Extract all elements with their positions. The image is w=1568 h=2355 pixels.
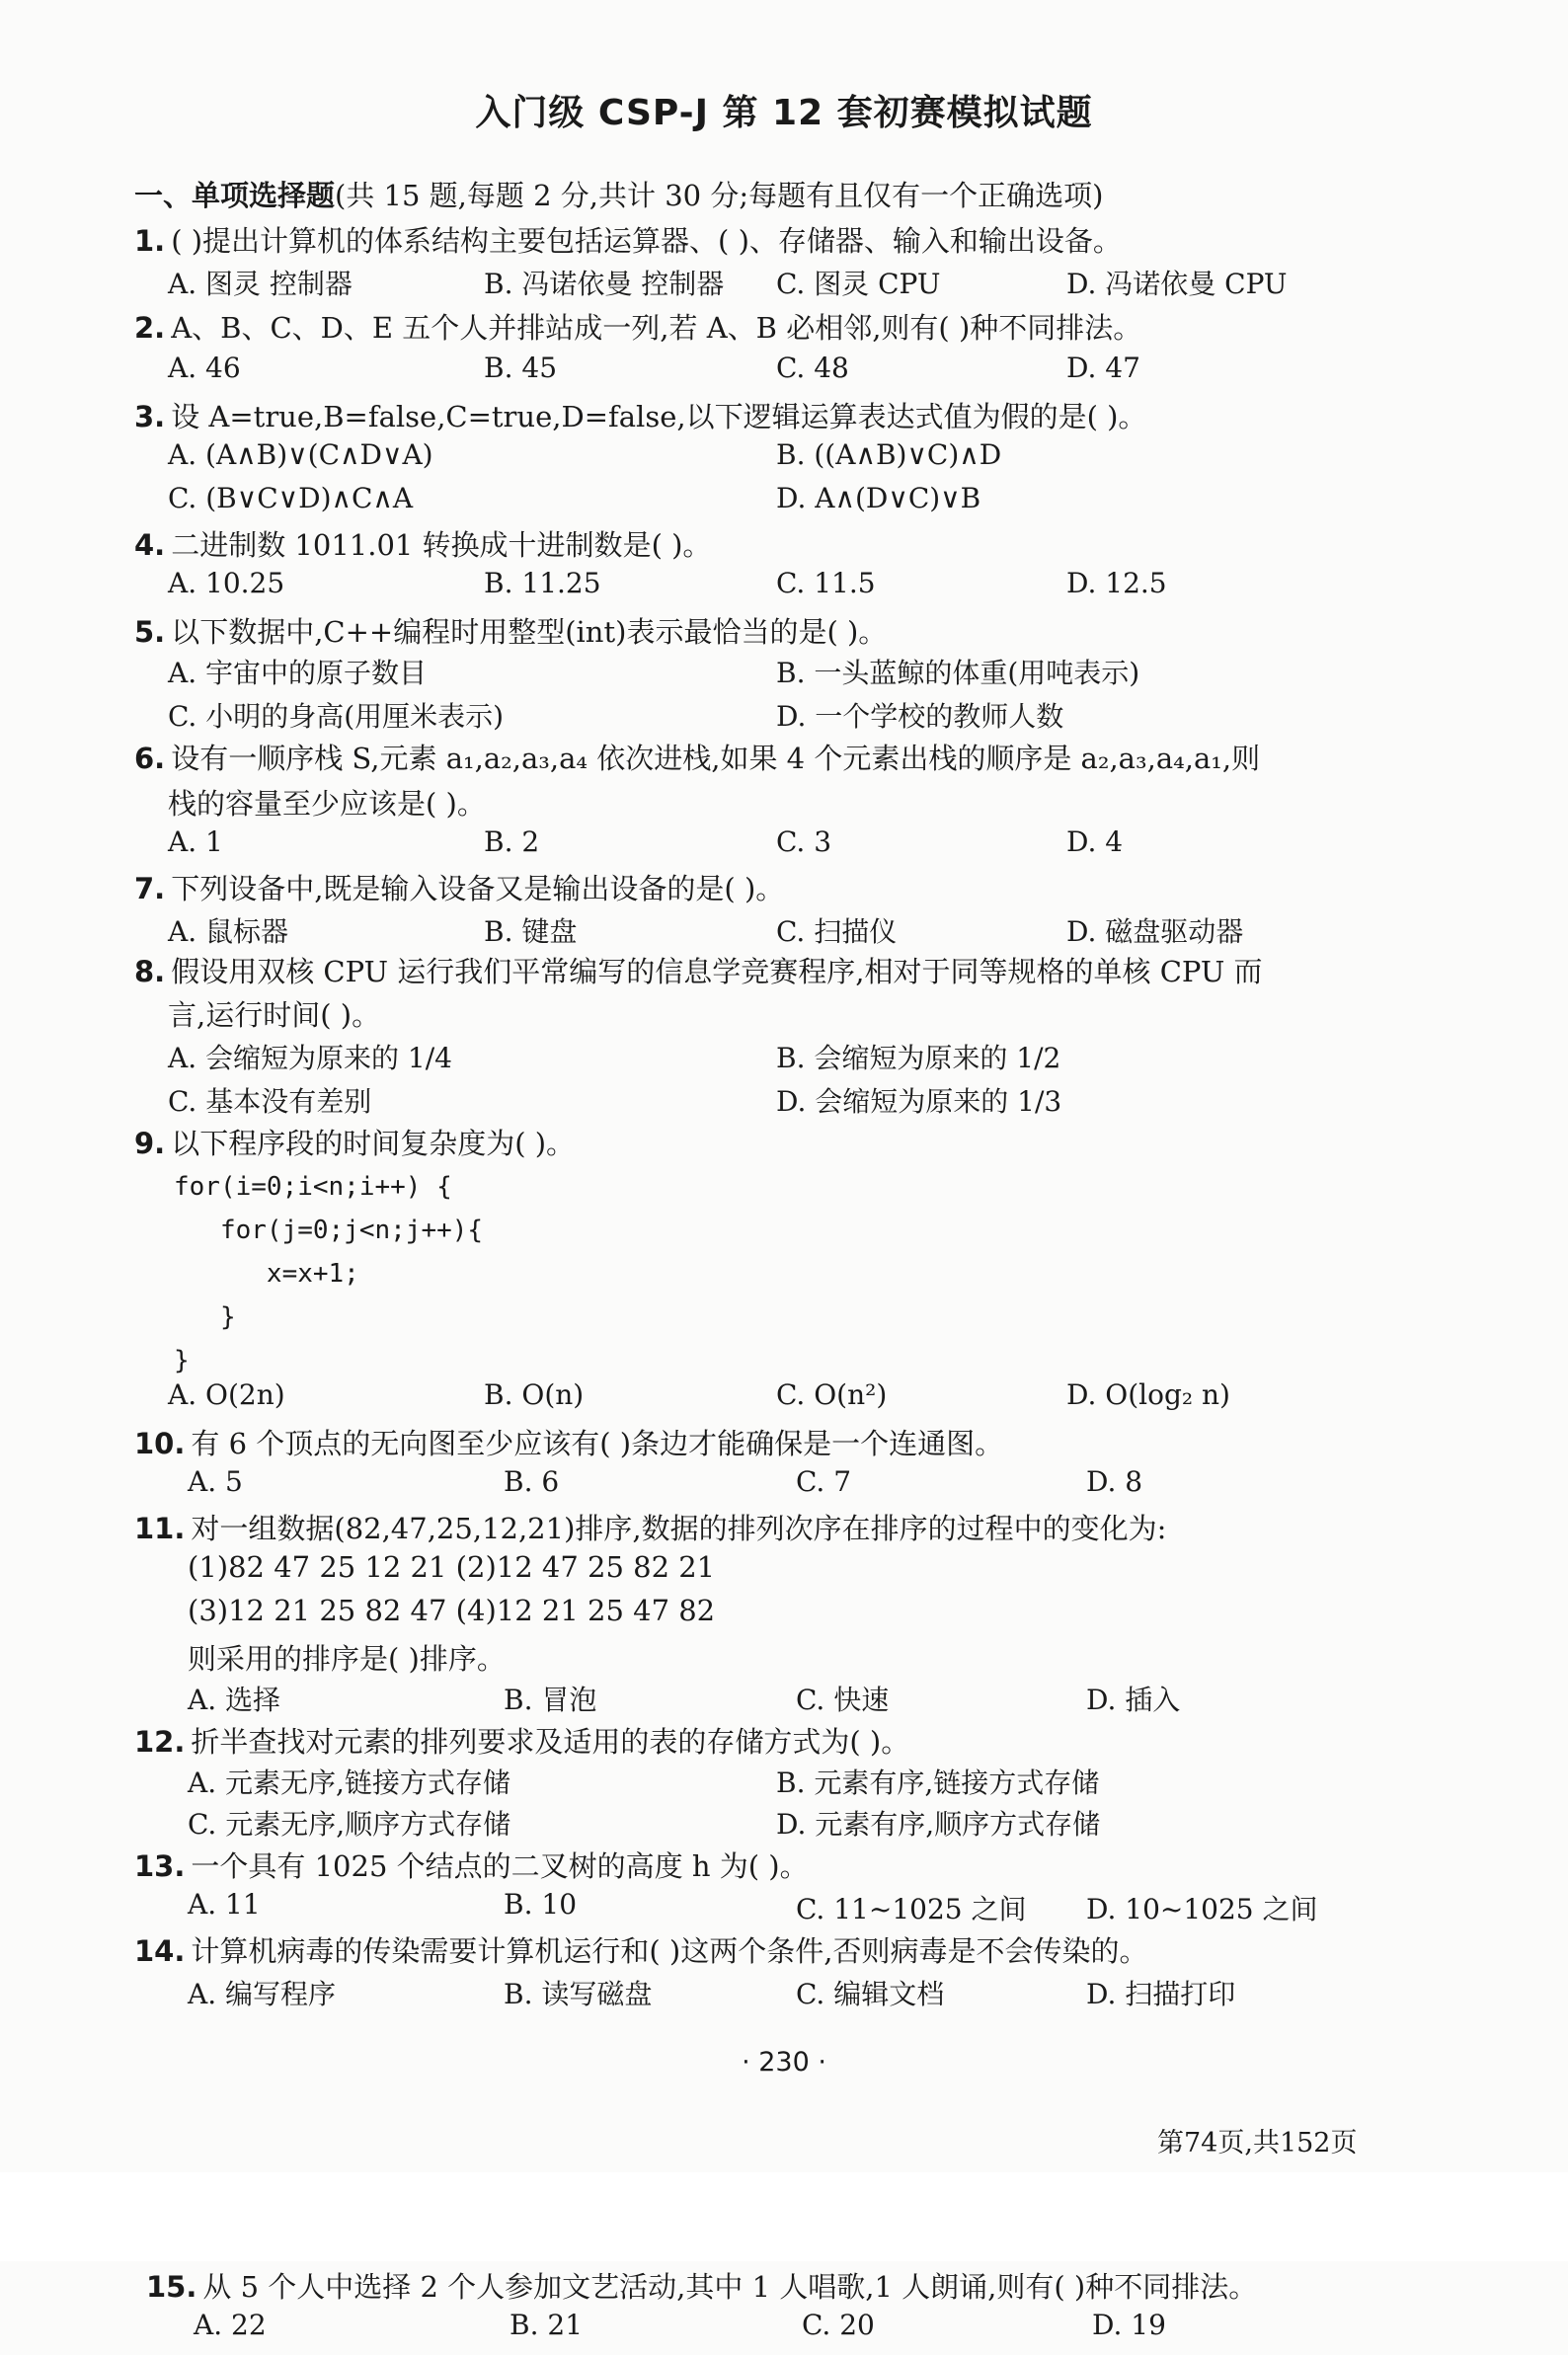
option-c: C. 基本没有差别 — [168, 1085, 372, 1118]
page-info: 第74页,共152页 — [1157, 2128, 1358, 2159]
code-snippet — [174, 1165, 483, 1382]
option-d: D. 冯诺依曼 CPU — [1066, 268, 1288, 300]
sort-step-row2: (3)12 21 25 82 47 (4)12 21 25 47 82 — [188, 1594, 716, 1627]
option-d: D. 元素有序,顺序方式存储 — [776, 1808, 1101, 1841]
option-a: A. O(2n) — [168, 1378, 285, 1411]
option-d: D. 磁盘驱动器 — [1066, 915, 1244, 948]
option-a: A. 会缩短为原来的 1/4 — [168, 1042, 452, 1074]
option-c: C. 3 — [776, 825, 832, 858]
section-note: (共 15 题,每题 2 分,共计 30 分;每题有且仅有一个正确选项) — [335, 179, 1104, 212]
code-line: } — [174, 1302, 236, 1332]
option-c: C. 快速 — [796, 1684, 890, 1716]
question-8: 8. 假设用双核 CPU 运行我们平常编写的信息学竞赛程序,相对于同等规格的单核 CPU 而 — [134, 955, 1263, 988]
option-b: B. O(n) — [484, 1378, 585, 1411]
option-d: D. 一个学校的教师人数 — [776, 700, 1064, 733]
option-a: A. 图灵 控制器 — [168, 268, 353, 300]
option-c: C. 扫描仪 — [776, 915, 898, 948]
option-a: A. 编写程序 — [188, 1978, 337, 2010]
question-6: 6. 设有一顺序栈 S,元素 a₁,a₂,a₃,a₄ 依次进栈,如果 4 个元素出栈的顺序是 a₂,a₃,a₄,a₁,则 — [134, 742, 1261, 775]
option-c: C. 图灵 CPU — [776, 268, 941, 300]
sort-step-row1: (1)82 47 25 12 21 (2)12 47 25 82 21 — [188, 1550, 716, 1584]
option-d: D. 插入 — [1086, 1684, 1181, 1716]
option-d: D. 10~1025 之间 — [1086, 1893, 1318, 1925]
option-c: C. (B∨C∨D)∧C∧A — [168, 482, 414, 514]
option-c: C. 11.5 — [776, 567, 876, 599]
option-c: C. 11~1025 之间 — [796, 1893, 1027, 1925]
question-8-continued: 言,运行时间( )。 — [168, 998, 381, 1032]
option-b: B. 2 — [484, 825, 540, 858]
code-line: x=x+1; — [174, 1259, 359, 1289]
option-b: B. 11.25 — [484, 567, 601, 599]
option-a: A. 鼠标器 — [168, 915, 289, 948]
question-10: 10. 有 6 个顶点的无向图至少应该有( )条边才能确保是一个连通图。 — [134, 1427, 1004, 1460]
option-b: B. 21 — [510, 2309, 584, 2341]
option-d: D. 12.5 — [1066, 567, 1167, 599]
question-11-continued: 则采用的排序是( )排序。 — [188, 1642, 506, 1676]
question-6-continued: 栈的容量至少应该是( )。 — [168, 787, 486, 821]
code-line: for(i=0;i<n;i++) { — [174, 1172, 452, 1202]
option-b: B. 6 — [504, 1465, 560, 1498]
code-line: } — [174, 1346, 190, 1375]
question-9: 9. 以下程序段的时间复杂度为( )。 — [134, 1127, 576, 1160]
option-c: C. 20 — [802, 2309, 875, 2341]
question-15: 15. 从 5 个人中选择 2 个人参加文艺活动,其中 1 人唱歌,1 人朗诵,则有( )种不同排法。 — [146, 2270, 1258, 2304]
option-c: C. 元素无序,顺序方式存储 — [188, 1808, 511, 1841]
option-a: A. 46 — [168, 352, 241, 384]
section-header — [134, 174, 1103, 214]
option-d: D. 扫描打印 — [1086, 1978, 1236, 2010]
question-12: 12. 折半查找对元素的排列要求及适用的表的存储方式为( )。 — [134, 1725, 910, 1759]
option-a: A. 11 — [188, 1888, 261, 1921]
option-b: B. 冯诺依曼 控制器 — [484, 268, 725, 300]
option-b: B. 一头蓝鲸的体重(用吨表示) — [776, 657, 1140, 689]
option-d: D. O(log₂ n) — [1066, 1378, 1230, 1411]
option-b: B. 元素有序,链接方式存储 — [776, 1766, 1100, 1799]
question-13: 13. 一个具有 1025 个结点的二叉树的高度 h 为( )。 — [134, 1849, 809, 1883]
page-number: · 230 · — [742, 2047, 826, 2078]
option-d: D. 47 — [1066, 352, 1140, 384]
option-b: B. 45 — [484, 352, 558, 384]
option-d: D. 会缩短为原来的 1/3 — [776, 1085, 1062, 1118]
option-a: A. 元素无序,链接方式存储 — [188, 1766, 510, 1799]
option-c: C. 48 — [776, 352, 849, 384]
question-3: 3. 设 A=true,B=false,C=true,D=false,以下逻辑运算表达式值为假的是( )。 — [134, 400, 1147, 433]
option-b: B. 键盘 — [484, 915, 578, 948]
page-title: 入门级 CSP-J 第 12 套初赛模拟试题 — [475, 93, 1093, 133]
question-1: 1. ( )提出计算机的体系结构主要包括运算器、( )、存储器、输入和输出设备。 — [134, 224, 1122, 258]
question-14: 14. 计算机病毒的传染需要计算机运行和( )这两个条件,否则病毒是不会传染的。 — [134, 1934, 1148, 1968]
option-d: D. 19 — [1092, 2309, 1166, 2341]
option-a: A. 5 — [188, 1465, 243, 1498]
code-line: for(j=0;j<n;j++){ — [174, 1216, 484, 1245]
option-b: B. 会缩短为原来的 1/2 — [776, 1042, 1061, 1074]
option-a: A. 宇宙中的原子数目 — [168, 657, 428, 689]
option-b: B. 10 — [504, 1888, 578, 1921]
question-2: 2. A、B、C、D、E 五个人并排站成一列,若 A、B 必相邻,则有( )种不同排法。 — [134, 311, 1142, 345]
option-c: C. 7 — [796, 1465, 852, 1498]
option-a: A. 10.25 — [168, 567, 285, 599]
option-d: D. 4 — [1066, 825, 1124, 858]
question-5: 5. 以下数据中,C++编程时用整型(int)表示最恰当的是( )。 — [134, 615, 888, 649]
option-c: C. 编辑文档 — [796, 1978, 945, 2010]
option-a: A. 1 — [168, 825, 223, 858]
option-b: B. ((A∧B)∨C)∧D — [776, 438, 1002, 471]
question-11: 11. 对一组数据(82,47,25,12,21)排序,数据的排列次序在排序的过程中的变化为: — [134, 1512, 1167, 1545]
question-4: 4. 二进制数 1011.01 转换成十进制数是( )。 — [134, 528, 712, 562]
option-b: B. 读写磁盘 — [504, 1978, 653, 2010]
option-a: A. (A∧B)∨(C∧D∨A) — [168, 438, 433, 471]
question-7: 7. 下列设备中,既是输入设备又是输出设备的是( )。 — [134, 872, 785, 905]
option-b: B. 冒泡 — [504, 1684, 597, 1716]
option-a: A. 选择 — [188, 1684, 281, 1716]
page-gap — [0, 2172, 1568, 2261]
option-d: D. 8 — [1086, 1465, 1143, 1498]
option-a: A. 22 — [194, 2309, 267, 2341]
option-c: C. 小明的身高(用厘米表示) — [168, 700, 505, 733]
option-d: D. A∧(D∨C)∨B — [776, 482, 981, 514]
section-heading: 一、单项选择题 — [134, 179, 336, 212]
option-c: C. O(n²) — [776, 1378, 888, 1411]
